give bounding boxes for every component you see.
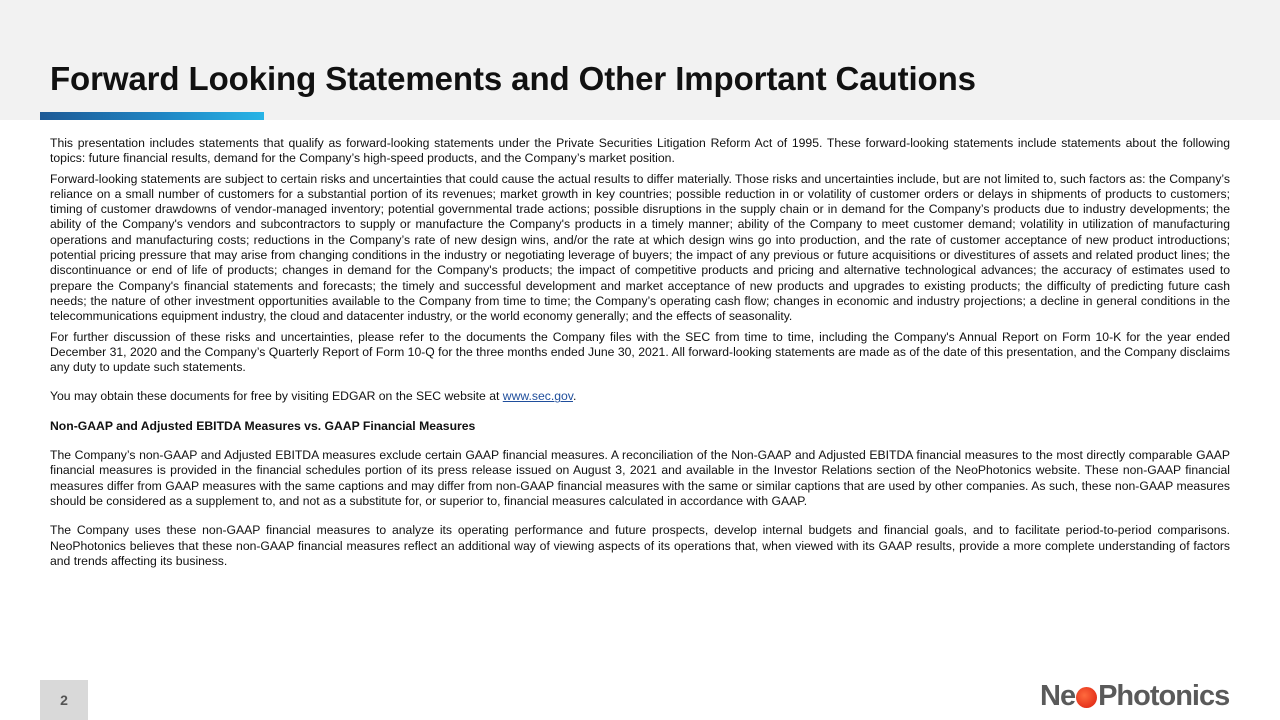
logo-text-photonics: Photonics [1098,679,1230,712]
sec-filings-paragraph: For further discussion of these risks and uncertainties, please refer to the documents the Company files with the SEC from time to time, including the Company's Annual Report on Form 10-K for the year ended December 31, 2020 and the Company’s Quarterly Report of Form 10-Q for the three months ended June 30, 2021. All forward-looking statements are made as of the date of this presentation, and the Company disclaims any duty to update such statements. [50,329,1230,375]
edgar-text: You may obtain these documents for free by visiting EDGAR on the SEC website at [50,389,503,404]
neophotonics-logo [1040,676,1229,716]
edgar-paragraph [50,389,1230,404]
non-gaap-paragraph: The Company’s non-GAAP and Adjusted EBITDA measures exclude certain GAAP financial measures. A reconciliation of the Non-GAAP and Adjusted EBITDA financial measures to the most directly comparable GAAP financial measures is provided in the financial schedules portion of its press release issued on August 3, 2021 and available in the Investor Relations section of the NeoPhotonics website. These non-GAAP financial measures differ from GAAP measures with the same captions and may differ from non-GAAP financial measures with the same or similar captions that are used by other companies. As such, these non-GAAP measures should be considered as a supplement to, and not as a substitute for, or superior to, financial measures calculated in accordance with GAAP. [50,448,1230,508]
orange-circle-logo-icon [1076,687,1097,708]
risk-factors-paragraph: Forward-looking statements are subject to certain risks and uncertainties that could cause the actual results to differ materially. Those risks and uncertainties include, but are not limited to, such factors as: the Company’s reliance on a small number of customers for a substantial portion of its revenues; market growth in key countries; possible reduction in or volatility of customer orders or delays in shipments of products to customers; timing of customer drawdowns of vendor-managed inventory; potential governmental trade actions; possible disruptions in the supply chain or in demand for the Company’s products due to industry developments; the ability of the Company's vendors and subcontractors to supply or manufacture the Company's products in a timely manner; ability of the Company to meet customer demand; volatility in utilization of manufacturing operations and manufacturing costs; reductions in the Company’s rate of new design wins, and/or the rate at which design wins go into production, and the rate of customer acceptance of new product introductions; potential pricing pressure that may arise from changing conditions in the industry or negotiating leverage of buyers; the impact of any previous or future acquisitions or divestitures of assets and related product lines; the discontinuance or end of life of products; changes in demand for the Company's products; the impact of competitive products and pricing and alternative technological advances; the accuracy of estimates used to prepare the Company's financial statements and forecasts; the timely and successful development and market acceptance of new products and upgrades to existing products; the difficulty of predicting future cash needs; the nature of other investment opportunities available to the Company from time to time; the Company’s operating cash flow; changes in economic and industry projections; a decline in general conditions in the telecommunications equipment industry, the cloud and datacenter industry, or the world economy generally; and the effects of seasonality. [50,171,1230,324]
sec-website-link[interactable]: www.sec.gov [502,389,573,404]
non-gaap-usage-paragraph: The Company uses these non-GAAP financial measures to analyze its operating performance and future prospects, develop internal budgets and financial goals, and to facilitate period-to-period comparisons. NeoPhotonics believes that these non-GAAP financial measures reflect an additional way of viewing aspects of its operations that, when viewed with its GAAP results, provide a more complete understanding of factors and trends affecting its business. [50,523,1230,568]
slide-body [50,136,1230,569]
slide-title: Forward Looking Statements and Other Important Cautions [50,60,976,97]
edgar-period: . [572,389,577,404]
logo-text-ne: Ne [1040,679,1076,712]
title-accent-bar [40,112,264,120]
intro-paragraph: This presentation includes statements that qualify as forward-looking statements under the Private Securities Litigation Reform Act of 1995. These forward-looking statements include statements about the following topics: future financial results, demand for the Company’s high-speed products, and the Company’s market position. [50,136,1230,166]
non-gaap-heading: Non-GAAP and Adjusted EBITDA Measures vs. GAAP Financial Measures [50,418,476,433]
page-number: 2 [40,680,88,720]
